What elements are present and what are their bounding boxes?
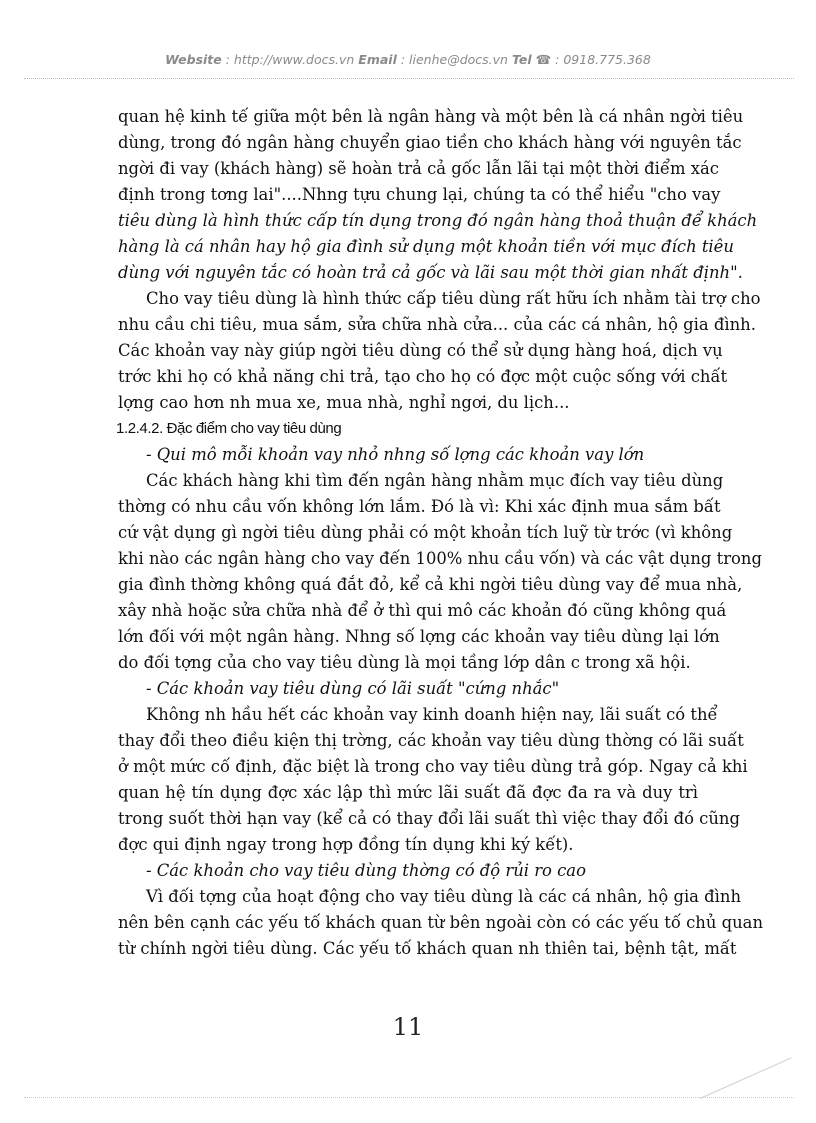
text-line: Cho vay tiêu dùng là hình thức cấp tiêu dùng rất hữu ích nhằm tài trợ cho [146,289,761,308]
document-body [116,104,764,962]
text-line: hàng là cá nhân hay hộ gia đình sử dụng một khoản tiền với mục đích tiêu [118,237,734,256]
email-address: : lienhe@docs.vn [396,52,512,67]
email-label: Email [358,52,397,67]
text-line: định trong tơng lai"....Nhng tựu chung lại, chúng ta có thể hiểu "cho vay [118,185,721,204]
text-line: - Các khoản vay tiêu dùng có lãi suất "cứng nhắc" [146,679,560,698]
text-line: - Các khoản cho vay tiêu dùng thờng có độ rủi ro cao [146,861,586,880]
text-line: Không nh hầu hết các khoản vay kinh doanh hiện nay, lãi suất có thể [146,705,718,724]
tel-label: Tel [511,52,532,67]
text-line: ở một mức cố định, đặc biệt là trong cho vay tiêu dùng trả góp. Ngay cả khi [118,757,748,776]
text-line: quan hệ kinh tế giữa một bên là ngân hàng và một bên là cá nhân ngời tiêu [118,107,744,126]
text-line: thờng có nhu cầu vốn không lớn lắm. Đó là vì: Khi xác định mua sắm bất [118,497,721,516]
text-line: tiêu dùng là hình thức cấp tín dụng trong đó ngân hàng thoả thuận để khách [118,211,758,230]
text-line: dùng, trong đó ngân hàng chuyển giao tiền cho khách hàng với nguyên tắc [118,133,742,152]
text-line: lợng cao hơn nh mua xe, mua nhà, nghỉ ngơi, du lịch... [118,393,570,412]
text-line: cứ vật dụng gì ngời tiêu dùng phải có một khoản tích luỹ từ trớc (vì không [118,523,733,542]
section-heading: 1.2.4.2. Đặc điểm cho vay tiêu dùng [116,420,342,437]
text-line: nhu cầu chi tiêu, mua sắm, sửa chữa nhà cửa... của các cá nhân, hộ gia đình. [118,315,756,334]
website-url: : http://www.docs.vn [221,52,359,67]
page-corner-line [700,1057,792,1099]
text-line: quan hệ tín dụng đợc xác lập thì mức lãi suất đã đợc đa ra và duy trì [118,783,698,802]
text-line: khi nào các ngân hàng cho vay đến 100% nhu cầu vốn) và các vật dụng trong [118,549,762,568]
tel-number: ☎ : 0918.775.368 [531,52,651,67]
text-line: ngời đi vay (khách hàng) sẽ hoàn trả cả gốc lẫn lãi tại một thời điểm xác [118,159,719,178]
page-number: 11 [392,1013,424,1041]
text-line: Các khoản vay này giúp ngời tiêu dùng có thể sử dụng hàng hoá, dịch vụ [118,341,723,360]
text-line: từ chính ngời tiêu dùng. Các yếu tố khách quan nh thiên tai, bệnh tật, mất [118,939,737,958]
page-header [0,52,816,67]
text-line: xây nhà hoặc sửa chữa nhà để ở thì qui mô các khoản đó cũng không quá [118,601,727,620]
website-label: Website [165,52,222,67]
text-line: đợc qui định ngay trong hợp đồng tín dụng khi ký kết). [118,835,574,854]
text-line: trớc khi họ có khả năng chi trả, tạo cho họ có đợc một cuộc sống với chất [118,367,728,386]
footer-divider [24,1097,794,1098]
text-line: do đối tợng của cho vay tiêu dùng là mọi tầng lớp dân c trong xã hội. [118,653,691,672]
text-line: - Qui mô mỗi khoản vay nhỏ nhng số lợng các khoản vay lớn [146,445,645,464]
text-line: thay đổi theo điều kiện thị trờng, các khoản vay tiêu dùng thờng có lãi suất [118,731,744,750]
text-line: nên bên cạnh các yếu tố khách quan từ bên ngoài còn có các yếu tố chủ quan [118,913,764,932]
header-divider [24,78,794,79]
text-line: dùng với nguyên tắc có hoàn trả cả gốc và lãi sau một thời gian nhất định". [118,263,743,282]
text-line: lớn đối với một ngân hàng. Nhng số lợng các khoản vay tiêu dùng lại lớn [118,627,720,646]
text-line: trong suốt thời hạn vay (kể cả có thay đổi lãi suất thì việc thay đổi đó cũng [118,809,740,828]
text-line: Vì đối tợng của hoạt động cho vay tiêu dùng là các cá nhân, hộ gia đình [146,887,742,906]
text-line: gia đình thờng không quá đắt đỏ, kể cả khi ngời tiêu dùng vay để mua nhà, [118,575,743,594]
text-line: Các khách hàng khi tìm đến ngân hàng nhằm mục đích vay tiêu dùng [146,471,724,490]
